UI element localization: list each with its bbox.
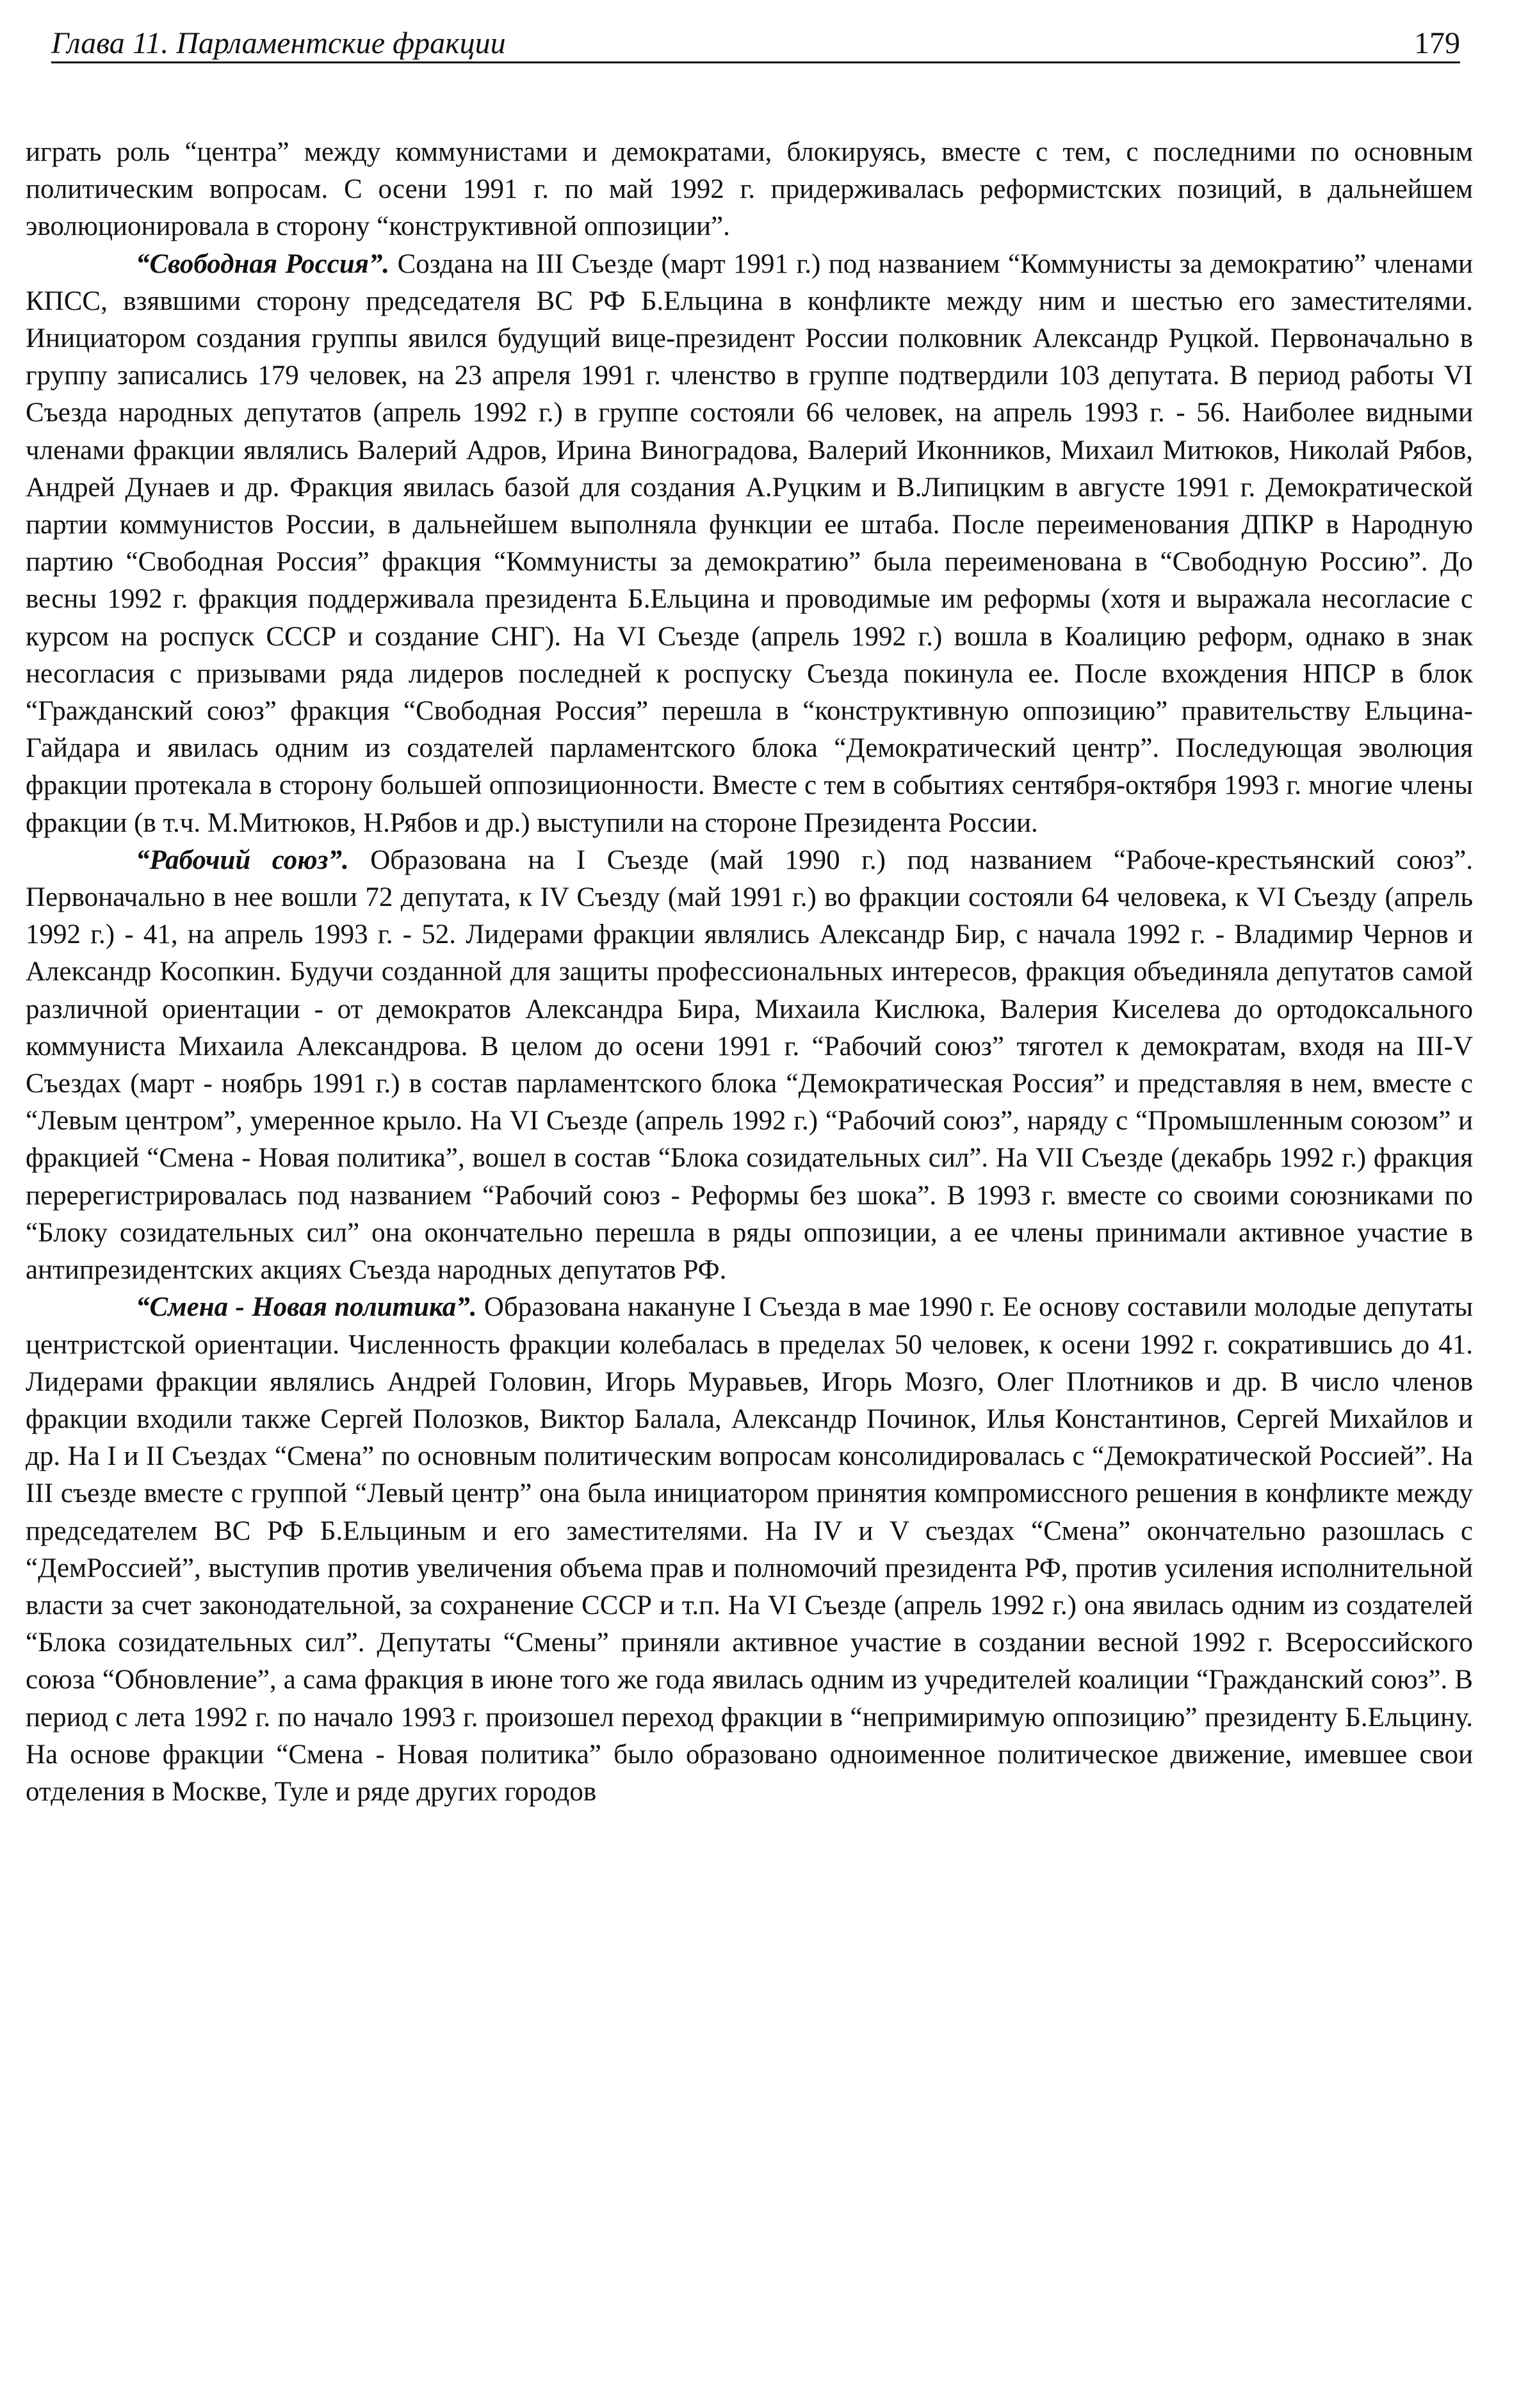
page-number: 179	[1414, 26, 1460, 60]
faction-name: “Рабочий союз”.	[136, 844, 349, 875]
faction-name: “Смена - Новая политика”.	[136, 1292, 477, 1323]
body-text	[26, 134, 1473, 1811]
paragraph-text: Создана на III Съезде (март 1991 г.) под названием “Коммунисты за демократию” членами КПСС, взявшими сторону председателя ВС РФ Б.Ельцина в конфликте между ним и шестью его заместителями. Инициатором создания группы явился будущий вице-президент России полковник Александр Руцкой. Первоначально в группу записались 179 человек, на 23 апреля 1991 г. членство в группе подтвердили 103 депутата. В период работы VI Съезда народных депутатов (апрель 1992 г.) в группе состояли 66 человек, на апрель 1993 г. - 56. Наиболее видными членами фракции являлись Валерий Адров, Ирина Виноградова, Валерий Иконников, Михаил Митюков, Николай Рябов, Андрей Дунаев и др. Фракция явилась базой для создания А.Руцким и В.Липицким в августе 1991 г. Демократической партии коммунистов России, в дальнейшем выполняла функции ее штаба. После переименования ДПКР в Народную партию “Свободная Россия” фракция “Коммунисты за демократию” была переименована в “Свободную Россию”. До весны 1992 г. фракция поддерживала президента Б.Ельцина и проводимые им реформы (хотя и выражала несогласие с курсом на роспуск СССР и создание СНГ). На VI Съезде (апрель 1992 г.) вошла в Коалицию реформ, однако в знак несогласия с призывами ряда лидеров последней к роспуску Съезда покинула ее. После вхождения НПСР в блок “Гражданский союз” фракция “Свободная Россия” перешла в “конструктивную оппозицию” правительству Ельцина-Гайдара и явилась одним из создателей парламентского блока “Демократический центр”. Последующая эволюция фракции протекала в сторону большей оппозиционности. Вместе с тем в событиях сентября-октября 1993 г. многие члены фракции (в т.ч. М.Митюков, Н.Рябов и др.) выступили на стороне Президента России.	[26, 248, 1473, 838]
faction-name: “Свободная Россия”.	[136, 248, 390, 279]
paragraph-rabochiy-soyuz	[26, 842, 1473, 1289]
paragraph-text: играть роль “центра” между коммунистами и демократами, блокируясь, вместе с тем, с последними по основным политическим вопросам. С осени 1991 г. по май 1992 г. придерживалась реформистских позиций, в дальнейшем эволюционировала в сторону “конструктивной оппозиции”.	[26, 137, 1473, 242]
paragraph-svobodnaya-rossiya	[26, 246, 1473, 842]
chapter-title: Глава 11. Парламентские фракции	[51, 26, 506, 60]
paragraph-continuation	[26, 134, 1473, 246]
running-header	[51, 19, 1460, 63]
paragraph-text: Образована накануне I Съезда в мае 1990 г. Ее основу составили молодые депутаты центристской ориентации. Численность фракции колебалась в пределах 50 человек, к осени 1992 г. сократившись до 41. Лидерами фракции являлись Андрей Головин, Игорь Муравьев, Игорь Мозго, Олег Плотников и др. В число членов фракции входили также Сергей Полозков, Виктор Балала, Александр Починок, Илья Константинов, Сергей Михайлов и др. На I и II Съездах “Смена” по основным политическим вопросам консолидировалась с “Демократической Россией”. На III съезде вместе с группой “Левый центр” она была инициатором принятия компромиссного решения в конфликте между председателем ВС РФ Б.Ельциным и его заместителями. На IV и V съездах “Смена” окончательно разошлась с “ДемРоссией”, выступив против увеличения объема прав и полномочий президента РФ, против усиления исполнительной власти за счет законодательной, за сохранение СССР и т.п. На VI Съезде (апрель 1992 г.) она явилась одним из создателей “Блока созидательных сил”. Депутаты “Смены” приняли активное участие в создании весной 1992 г. Всероссийского союза “Обновление”, а сама фракция в июне того же года явилась одним из учредителей коалиции “Гражданский союз”. В период с лета 1992 г. по начало 1993 г. произошел переход фракции в “непримиримую оппозицию” президенту Б.Ельцину. На основе фракции “Смена - Новая политика” было образовано одноименное политическое движение, имевшее свои отделения в Москве, Туле и ряде других городов	[26, 1292, 1474, 1807]
paragraph-smena	[26, 1289, 1473, 1811]
paragraph-text: Образована на I Съезде (май 1990 г.) под названием “Рабоче-крестьянский союз”. Первоначально в нее вошли 72 депутата, к IV Съезду (май 1991 г.) во фракции состояли 64 человека, к VI Съезду (апрель 1992 г.) - 41, на апрель 1993 г. - 52. Лидерами фракции являлись Александр Бир, с начала 1992 г. - Владимир Чернов и Александр Косопкин. Будучи созданной для защиты профессиональных интересов, фракция объединяла депутатов самой различной ориентации - от демократов Александра Бира, Михаила Кислюка, Валерия Киселева до ортодоксального коммуниста Михаила Александрова. В целом до осени 1991 г. “Рабочий союз” тяготел к демократам, входя на III-V Съездах (март - ноябрь 1991 г.) в состав парламентского блока “Демократическая Россия” и представляя в нем, вместе с “Левым центром”, умеренное крыло. На VI Съезде (апрель 1992 г.) “Рабочий союз”, наряду с “Промышленным союзом” и фракцией “Смена - Новая политика”, вошел в состав “Блока созидательных сил”. На VII Съезде (декабрь 1992 г.) фракция перерегистрировалась под названием “Рабочий союз - Реформы без шока”. В 1993 г. вместе со своими союзниками по “Блоку созидательных сил” она окончательно перешла в ряды оппозиции, а ее члены принимали активное участие в антипрезидентских акциях Съезда народных депутатов РФ.	[26, 844, 1473, 1286]
